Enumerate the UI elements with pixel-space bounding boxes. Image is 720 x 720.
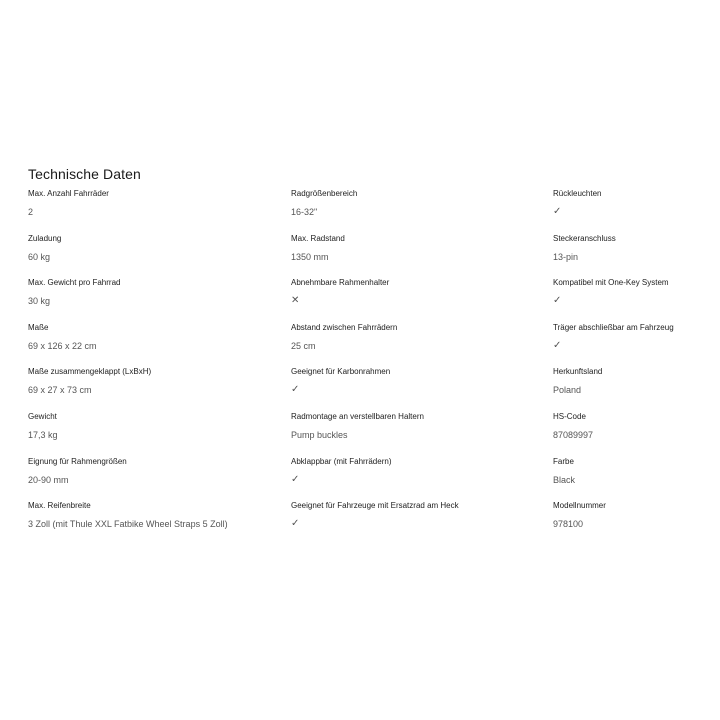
- spec-label: Eignung für Rahmengrößen: [28, 456, 127, 466]
- spec-label: Rückleuchten: [553, 189, 602, 198]
- spec-label: Träger abschließbar am Fahrzeug: [553, 322, 674, 332]
- spec-label: Steckeranschluss: [553, 233, 616, 243]
- spec-item: [553, 233, 720, 263]
- spec-value: 17,3 kg: [28, 430, 58, 440]
- spec-item: [28, 233, 248, 263]
- spec-label: Geeignet für Karbonrahmen: [291, 367, 391, 377]
- spec-value: 69 x 126 x 22 cm: [28, 340, 97, 351]
- spec-item: [291, 277, 511, 307]
- spec-value: 3 Zoll (mit Thule XXL Fatbike Wheel Straps 5 Zoll): [28, 519, 228, 530]
- spec-value: 60 kg: [28, 251, 51, 262]
- spec-item: [553, 277, 720, 307]
- spec-value: Poland: [553, 385, 582, 396]
- spec-label: Max. Radstand: [291, 233, 345, 243]
- spec-value: 978100: [553, 519, 584, 530]
- spec-item: [553, 500, 720, 530]
- spec-item: [553, 456, 720, 486]
- spec-value: Black: [553, 474, 576, 485]
- spec-item: [28, 188, 248, 218]
- check-icon: ✓: [553, 295, 562, 307]
- check-icon: ✓: [291, 384, 300, 396]
- spec-item: [28, 411, 248, 441]
- spec-item: [291, 456, 511, 486]
- check-icon: ✓: [291, 518, 300, 530]
- spec-label: HS-Code: [553, 412, 586, 421]
- spec-item: [28, 322, 248, 352]
- spec-label: Herkunftsland: [553, 367, 603, 377]
- spec-value: 2: [28, 207, 34, 217]
- spec-value: 20-90 mm: [28, 474, 69, 485]
- spec-item: [291, 366, 511, 396]
- spec-item: [291, 322, 511, 352]
- spec-item: [291, 233, 511, 263]
- spec-item: [28, 500, 248, 530]
- spec-label: Maße: [28, 322, 49, 332]
- spec-label: Max. Gewicht pro Fahrrad: [28, 278, 121, 288]
- spec-label: Radmontage an verstellbaren Haltern: [291, 412, 424, 421]
- spec-value: 25 cm: [291, 340, 316, 351]
- spec-label: Abstand zwischen Fahrrädern: [291, 322, 398, 332]
- spec-value: 87089997: [553, 430, 594, 440]
- check-icon: ✓: [291, 473, 300, 485]
- spec-item: [553, 411, 720, 441]
- section-title: Technische Daten: [28, 166, 141, 182]
- spec-item: [553, 366, 720, 396]
- spec-value: 16-32": [291, 207, 318, 217]
- spec-item: [553, 322, 720, 352]
- spec-item: [28, 277, 248, 307]
- spec-label: Zuladung: [28, 233, 62, 243]
- spec-value: Pump buckles: [291, 430, 348, 440]
- spec-label: Max. Anzahl Fahrräder: [28, 189, 109, 198]
- spec-label: Abnehmbare Rahmenhalter: [291, 278, 390, 288]
- spec-label: Maße zusammengeklappt (LxBxH): [28, 367, 152, 377]
- spec-item: [28, 366, 248, 396]
- spec-item: [28, 456, 248, 486]
- technical-data-section: [28, 164, 708, 530]
- spec-value: 1350 mm: [291, 251, 329, 262]
- spec-item: [553, 188, 720, 218]
- spec-label: Max. Reifenbreite: [28, 501, 91, 511]
- spec-label: Geeignet für Fahrzeuge mit Ersatzrad am Heck: [291, 501, 459, 511]
- cross-icon: ✕: [291, 295, 300, 307]
- spec-value: 13-pin: [553, 251, 579, 262]
- spec-item: [291, 500, 511, 530]
- spec-item: [291, 411, 511, 441]
- spec-item: [291, 188, 511, 218]
- spec-value: 69 x 27 x 73 cm: [28, 385, 92, 396]
- spec-label: Radgrößenbereich: [291, 189, 358, 198]
- spec-value: 30 kg: [28, 296, 51, 307]
- spec-label: Gewicht: [28, 412, 57, 421]
- spec-label: Kompatibel mit One-Key System: [553, 278, 669, 288]
- spec-label: Modellnummer: [553, 501, 606, 511]
- spec-label: Abklappbar (mit Fahrrädern): [291, 456, 392, 466]
- check-icon: ✓: [553, 206, 562, 217]
- spec-label: Farbe: [553, 456, 574, 466]
- check-icon: ✓: [553, 339, 562, 351]
